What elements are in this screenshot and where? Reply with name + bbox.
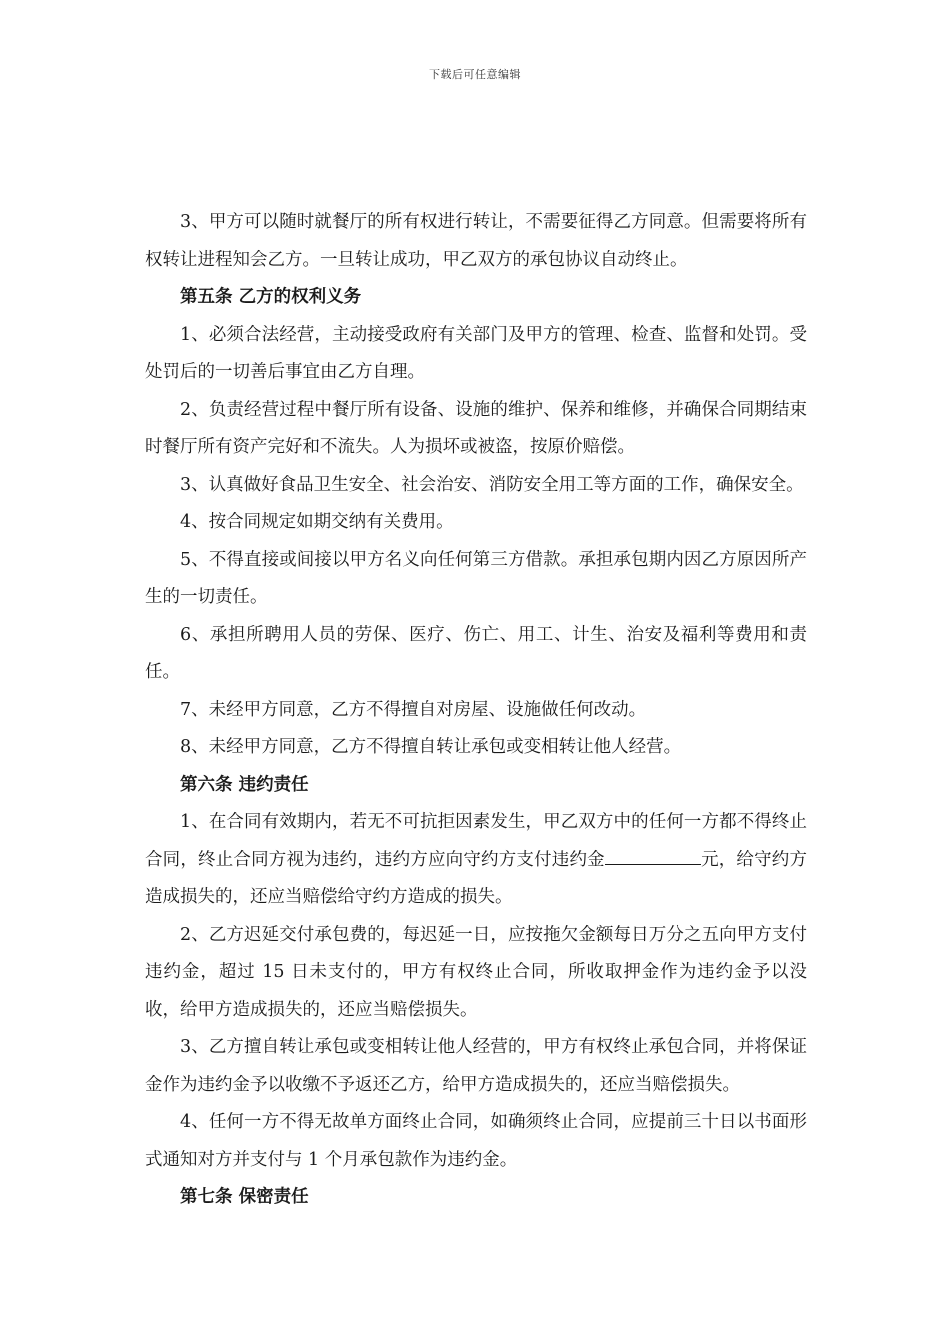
section5-item-8: 8、未经甲方同意，乙方不得擅自转让承包或变相转让他人经营。 — [180, 737, 682, 757]
section5-item-1: 1、必须合法经营，主动接受政府有关部门及甲方的管理、检查、监督和处罚。受处罚后的一切善后事宜由乙方自理。 — [145, 324, 807, 382]
section6-item-4: 4、任何一方不得无故单方面终止合同，如确须终止合同，应提前三十日以书面形式通知对方并支付与 1 个月承包款作为违约金。 — [145, 1112, 807, 1170]
section5-item-6: 6、承担所聘用人员的劳保、医疗、伤亡、用工、计生、治安及福利等费用和责任。 — [145, 624, 807, 682]
document-body — [145, 204, 807, 1217]
section5-item-7: 7、未经甲方同意，乙方不得擅自对房屋、设施做任何改动。 — [180, 699, 647, 720]
section5-item-5: 5、不得直接或间接以甲方名义向任何第三方借款。承担承包期内因乙方原因所产生的一切责任。 — [145, 549, 807, 607]
section6-item-1-text-b: 元，给守约方造成损失的，还应当赔偿给守约方造成的损失。 — [145, 849, 807, 907]
section7-title: 第七条 保密责任 — [180, 1187, 309, 1207]
section6-item-1 — [145, 804, 807, 917]
section6-item-2: 2、乙方迟延交付承包费的，每迟延一日，应按拖欠金额每日万分之五向甲方支付违约金，超过 15 日未支付的，甲方有权终止合同，所收取押金作为违约金予以没收，给甲方造成损失的，还应当赔偿损失。 — [145, 924, 807, 1020]
section5-item-4: 4、按合同规定如期交纳有关费用。 — [180, 512, 454, 532]
section5-title: 第五条 乙方的权利义务 — [180, 287, 362, 307]
section4-item-3: 3、甲方可以随时就餐厅的所有权进行转让，不需要征得乙方同意。但需要将所有权转让进程知会乙方。一旦转让成功，甲乙双方的承包协议自动终止。 — [145, 212, 807, 270]
fill-in-blank — [605, 846, 701, 865]
header-note: 下载后可任意编辑 — [429, 68, 521, 81]
section6-item-1-text-a: 1、在合同有效期内，若无不可抗拒因素发生，甲乙双方中的任何一方都不得终止合同，终止合同方视为违约，违约方应向守约方支付违约金 — [145, 812, 807, 870]
section6-item-3: 3、乙方擅自转让承包或变相转让他人经营的，甲方有权终止承包合同，并将保证金作为违约金予以收缴不予返还乙方，给甲方造成损失的，还应当赔偿损失。 — [145, 1037, 807, 1095]
section5-item-3: 3、认真做好食品卫生安全、社会治安、消防安全用工等方面的工作，确保安全。 — [180, 474, 804, 495]
section5-item-2: 2、负责经营过程中餐厅所有设备、设施的维护、保养和维修，并确保合同期结束时餐厅所有资产完好和不流失。人为损坏或被盗，按原价赔偿。 — [145, 399, 807, 457]
section6-title: 第六条 违约责任 — [180, 774, 309, 795]
